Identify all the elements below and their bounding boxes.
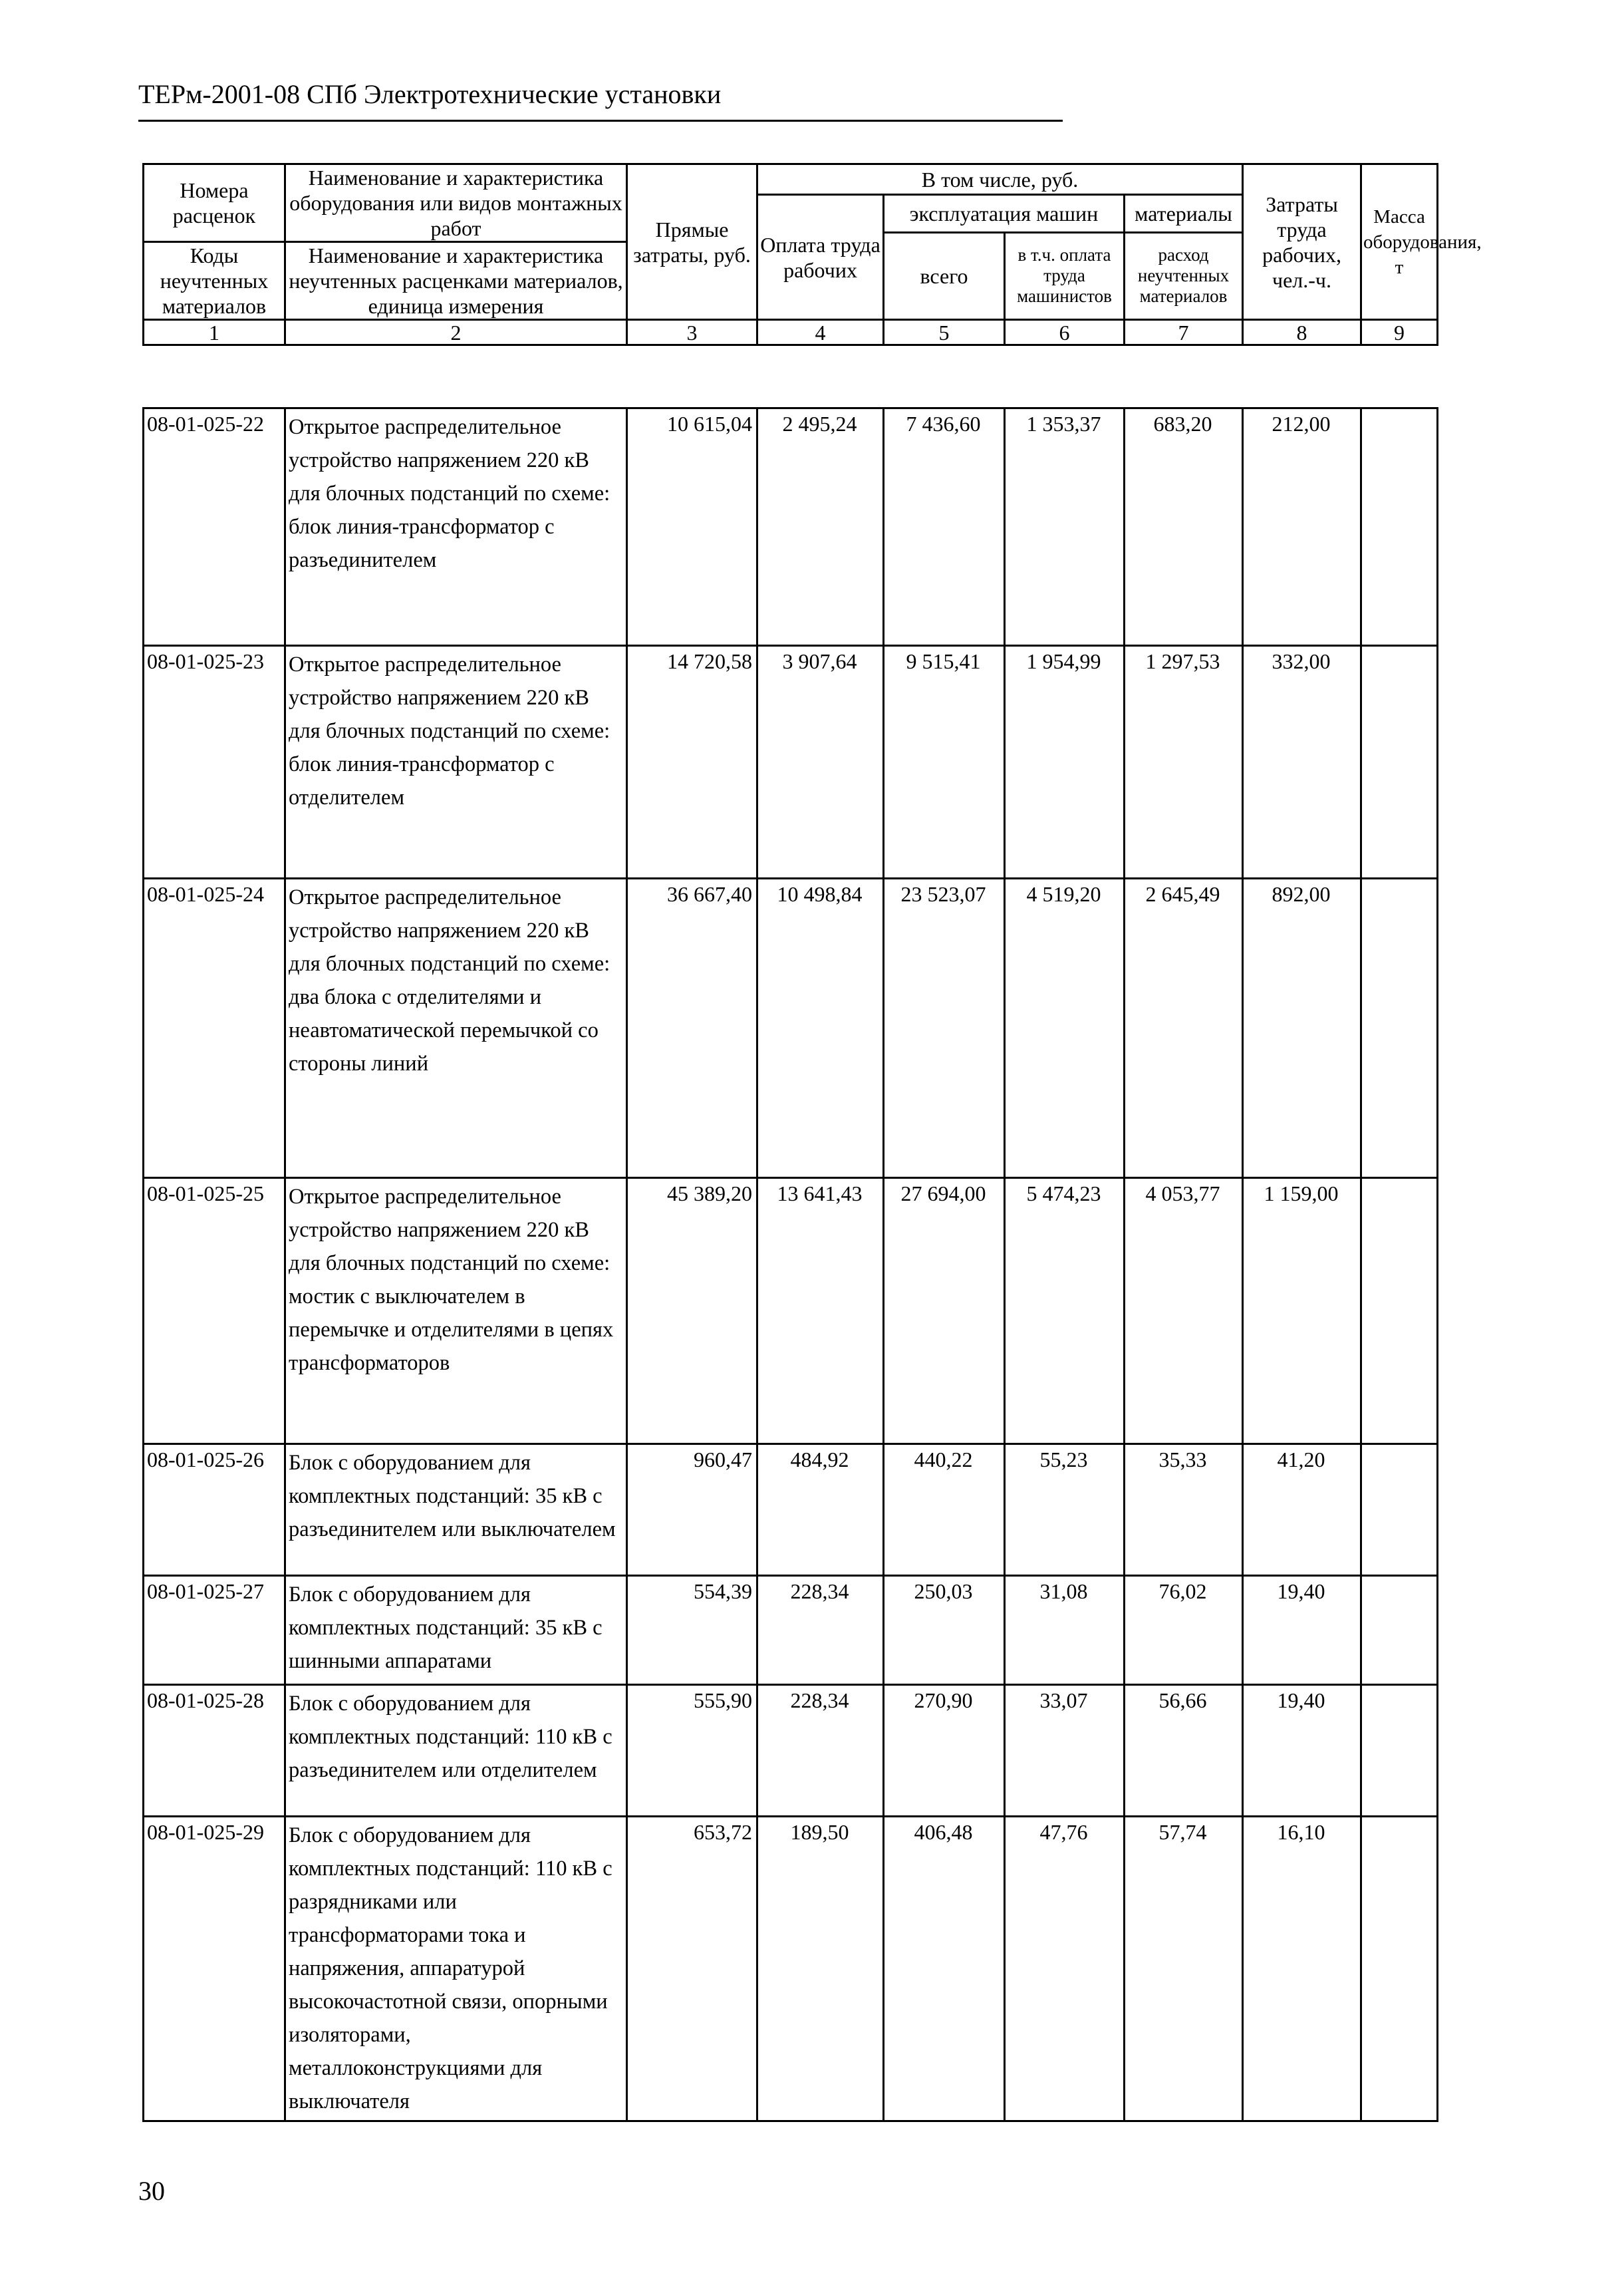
running-header: ТЕРм-2001-08 СПб Электротехнические установки <box>138 79 722 109</box>
machines-total: 27 694,00 <box>884 1178 1005 1444</box>
table-row <box>144 1817 1438 2121</box>
equipment-mass <box>1361 1685 1438 1817</box>
direct-costs: 10 615,04 <box>627 408 757 646</box>
table-row <box>144 646 1438 879</box>
header-col1-top: Номера расценок <box>144 164 285 242</box>
column-number: 7 <box>1125 320 1243 345</box>
equipment-mass <box>1361 1576 1438 1685</box>
equipment-mass <box>1361 1178 1438 1444</box>
column-number: 2 <box>285 320 627 345</box>
machinists-pay: 47,76 <box>1005 1817 1125 2121</box>
column-number: 3 <box>627 320 757 345</box>
materials-cost: 56,66 <box>1125 1685 1243 1817</box>
materials-cost: 57,74 <box>1125 1817 1243 2121</box>
labor-pay: 484,92 <box>757 1444 884 1576</box>
rate-code: 08-01-025-29 <box>144 1817 285 2121</box>
column-number: 9 <box>1361 320 1438 345</box>
equipment-mass <box>1361 408 1438 646</box>
header-col3: Прямые затраты, руб. <box>627 164 757 320</box>
column-number: 4 <box>757 320 884 345</box>
header-col6: в т.ч. оплата труда машинистов <box>1005 232 1125 320</box>
machines-total: 9 515,41 <box>884 646 1005 879</box>
rates-table <box>142 407 1438 2122</box>
rate-code: 08-01-025-24 <box>144 879 285 1178</box>
work-name: Открытое распределительное устройство напряжением 220 кВ для блочных подстанций по схеме: блок линия-трансформатор с разъединителем <box>285 408 627 646</box>
header-col9: Масса оборудования, т <box>1361 164 1438 320</box>
direct-costs: 653,72 <box>627 1817 757 2121</box>
labor-pay: 3 907,64 <box>757 646 884 879</box>
equipment-mass <box>1361 1817 1438 2121</box>
materials-cost: 35,33 <box>1125 1444 1243 1576</box>
header-col8: Затраты труда рабочих, чел.-ч. <box>1243 164 1361 320</box>
rate-code: 08-01-025-28 <box>144 1685 285 1817</box>
labor-pay: 10 498,84 <box>757 879 884 1178</box>
header-including-group: В том числе, руб. <box>757 164 1243 195</box>
rate-code: 08-01-025-23 <box>144 646 285 879</box>
materials-cost: 4 053,77 <box>1125 1178 1243 1444</box>
page-number: 30 <box>138 2176 165 2206</box>
materials-cost: 2 645,49 <box>1125 879 1243 1178</box>
header-col2-bottom: Наименование и характеристика неучтенных расценками материалов, единица измерения <box>285 242 627 320</box>
machines-total: 440,22 <box>884 1444 1005 1576</box>
machinists-pay: 1 954,99 <box>1005 646 1125 879</box>
machines-total: 7 436,60 <box>884 408 1005 646</box>
materials-cost: 76,02 <box>1125 1576 1243 1685</box>
column-number: 6 <box>1005 320 1125 345</box>
rate-code: 08-01-025-26 <box>144 1444 285 1576</box>
work-name: Блок с оборудованием для комплектных подстанций: 110 кВ с разрядниками или трансформаторами тока и напряжения, аппаратурой высокочастотной связи, опорными изоляторами, металлоконструкциями для выключателя <box>285 1817 627 2121</box>
equipment-mass <box>1361 879 1438 1178</box>
machines-total: 270,90 <box>884 1685 1005 1817</box>
labor-hours: 41,20 <box>1243 1444 1361 1576</box>
direct-costs: 45 389,20 <box>627 1178 757 1444</box>
machinists-pay: 31,08 <box>1005 1576 1125 1685</box>
machinists-pay: 4 519,20 <box>1005 879 1125 1178</box>
labor-hours: 892,00 <box>1243 879 1361 1178</box>
labor-hours: 332,00 <box>1243 646 1361 879</box>
table-row <box>144 408 1438 646</box>
column-number: 1 <box>144 320 285 345</box>
labor-hours: 212,00 <box>1243 408 1361 646</box>
column-number: 5 <box>884 320 1005 345</box>
rate-code: 08-01-025-22 <box>144 408 285 646</box>
table-row <box>144 1178 1438 1444</box>
equipment-mass <box>1361 1444 1438 1576</box>
work-name: Открытое распределительное устройство напряжением 220 кВ для блочных подстанций по схеме: два блока с отделителями и неавтоматической перемычкой со стороны линий <box>285 879 627 1178</box>
table-row <box>144 1576 1438 1685</box>
machinists-pay: 33,07 <box>1005 1685 1125 1817</box>
direct-costs: 554,39 <box>627 1576 757 1685</box>
header-machines-group: эксплуатация машин <box>884 195 1125 233</box>
header-col1-bottom: Коды неучтенных материалов <box>144 242 285 320</box>
labor-pay: 228,34 <box>757 1685 884 1817</box>
materials-cost: 1 297,53 <box>1125 646 1243 879</box>
materials-cost: 683,20 <box>1125 408 1243 646</box>
direct-costs: 36 667,40 <box>627 879 757 1178</box>
header-col7: расход неучтенных материалов <box>1125 232 1243 320</box>
work-name: Блок с оборудованием для комплектных подстанций: 110 кВ с разъединителем или отделителем <box>285 1685 627 1817</box>
header-col2-top: Наименование и характеристика оборудования или видов монтажных работ <box>285 164 627 242</box>
header-materials-group: материалы <box>1125 195 1243 233</box>
labor-pay: 189,50 <box>757 1817 884 2121</box>
machinists-pay: 1 353,37 <box>1005 408 1125 646</box>
work-name: Открытое распределительное устройство напряжением 220 кВ для блочных подстанций по схеме: мостик с выключателем в перемычке и отделителями в цепях трансформаторов <box>285 1178 627 1444</box>
labor-hours: 19,40 <box>1243 1576 1361 1685</box>
equipment-mass <box>1361 646 1438 879</box>
work-name: Блок с оборудованием для комплектных подстанций: 35 кВ с разъединителем или выключателем <box>285 1444 627 1576</box>
direct-costs: 14 720,58 <box>627 646 757 879</box>
table-row <box>144 879 1438 1178</box>
machines-total: 250,03 <box>884 1576 1005 1685</box>
labor-hours: 19,40 <box>1243 1685 1361 1817</box>
table-row <box>144 1685 1438 1817</box>
labor-pay: 2 495,24 <box>757 408 884 646</box>
work-name: Блок с оборудованием для комплектных подстанций: 35 кВ с шинными аппаратами <box>285 1576 627 1685</box>
rate-code: 08-01-025-25 <box>144 1178 285 1444</box>
labor-pay: 228,34 <box>757 1576 884 1685</box>
direct-costs: 555,90 <box>627 1685 757 1817</box>
machines-total: 406,48 <box>884 1817 1005 2121</box>
column-number: 8 <box>1243 320 1361 345</box>
header-col4: Оплата труда рабочих <box>757 195 884 320</box>
labor-hours: 16,10 <box>1243 1817 1361 2121</box>
work-name: Открытое распределительное устройство напряжением 220 кВ для блочных подстанций по схеме: блок линия-трансформатор с отделителем <box>285 646 627 879</box>
rate-code: 08-01-025-27 <box>144 1576 285 1685</box>
machinists-pay: 5 474,23 <box>1005 1178 1125 1444</box>
labor-pay: 13 641,43 <box>757 1178 884 1444</box>
labor-hours: 1 159,00 <box>1243 1178 1361 1444</box>
header-rule <box>138 120 1063 122</box>
table-row <box>144 1444 1438 1576</box>
header-col5: всего <box>884 232 1005 320</box>
direct-costs: 960,47 <box>627 1444 757 1576</box>
table-header <box>142 163 1482 346</box>
machines-total: 23 523,07 <box>884 879 1005 1178</box>
machinists-pay: 55,23 <box>1005 1444 1125 1576</box>
